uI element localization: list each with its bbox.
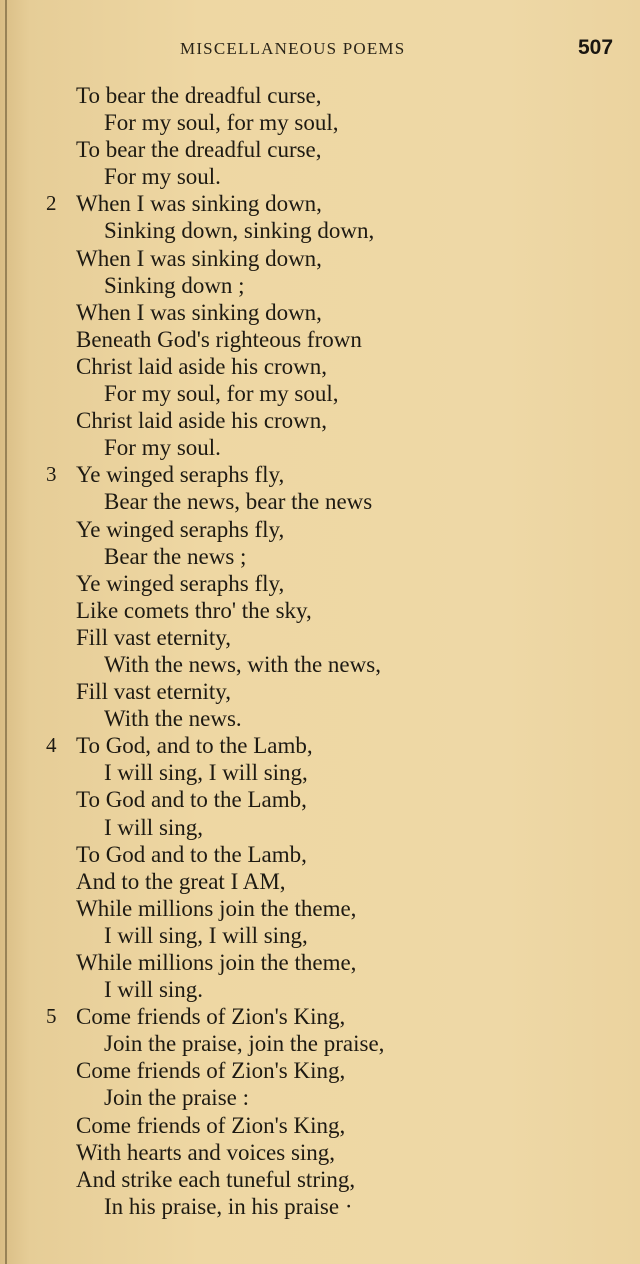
poem-line (0, 353, 640, 380)
stanza-number: 4 (46, 733, 57, 758)
poem-line (0, 624, 640, 651)
poem-line (0, 814, 640, 841)
line-text: To God and to the Lamb, (76, 787, 307, 813)
line-text: Sinking down, sinking down, (104, 218, 375, 244)
poem-line (0, 516, 640, 543)
stanza (0, 732, 640, 1003)
poem-line (0, 1166, 640, 1193)
line-text: Ye winged seraphs fly, (76, 570, 285, 596)
line-text: With hearts and voices sing, (76, 1139, 336, 1165)
line-text: Bear the news ; (104, 543, 247, 569)
line-text: I will sing, I will sing, (104, 760, 308, 786)
line-text: Come friends of Zion's King, (76, 1004, 346, 1030)
stanza-number: 2 (46, 191, 57, 216)
poem-line (0, 597, 640, 624)
poem-body (0, 82, 640, 1220)
poem-line (0, 841, 640, 868)
stanza (0, 1003, 640, 1220)
stanza (0, 190, 640, 461)
poem-line (0, 1003, 640, 1030)
poem-line (0, 190, 640, 217)
poem-line (0, 949, 640, 976)
poem-line (0, 868, 640, 895)
line-text: For my soul. (104, 164, 221, 190)
poem-line (0, 163, 640, 190)
line-text: And to the great I AM, (76, 868, 286, 894)
poem-line (0, 895, 640, 922)
poem-line (0, 705, 640, 732)
line-text: Fill vast eternity, (76, 624, 232, 650)
poem-line (0, 1112, 640, 1139)
stanza-number: 3 (46, 462, 57, 487)
line-text: To bear the dreadful curse, (76, 83, 322, 108)
poem-line (0, 1057, 640, 1084)
poem-line (0, 380, 640, 407)
line-text: I will sing, I will sing, (104, 922, 308, 948)
line-text: Beneath God's righteous frown (76, 326, 362, 352)
line-text: When I was sinking down, (76, 245, 322, 271)
line-text: With the news, with the news, (104, 651, 381, 677)
line-text: Christ laid aside his crown, (76, 353, 328, 379)
poem-line (0, 651, 640, 678)
poem-line (0, 732, 640, 759)
running-title: MISCELLANEOUS POEMS (180, 39, 406, 58)
poem-line (0, 109, 640, 136)
line-text: To God and to the Lamb, (76, 841, 307, 867)
stanza (0, 82, 640, 190)
poem-line (0, 272, 640, 299)
poem-line (0, 1084, 640, 1111)
poem-line (0, 922, 640, 949)
line-text: While millions join the theme, (76, 950, 357, 975)
line-text: While millions join the theme, (76, 895, 357, 921)
page-header (0, 36, 640, 66)
line-text: For my soul. (104, 435, 221, 461)
poem-line (0, 678, 640, 705)
poem-line (0, 543, 640, 570)
line-text: When I was sinking down, (76, 299, 322, 325)
line-text: For my soul, for my soul, (104, 110, 339, 136)
line-text: I will sing. (104, 977, 204, 1003)
poem-line (0, 461, 640, 488)
line-text: For my soul, for my soul, (104, 381, 339, 407)
poem-line (0, 570, 640, 597)
line-text: Come friends of Zion's King, (76, 1112, 346, 1138)
poem-line (0, 786, 640, 813)
line-text: When I was sinking down, (76, 191, 322, 217)
page-number: 507 (578, 36, 614, 59)
poem-line (0, 434, 640, 461)
line-text: Join the praise : (104, 1085, 249, 1111)
poem-line (0, 1030, 640, 1057)
line-text: With the news. (104, 706, 242, 732)
line-text: Like comets thro' the sky, (76, 597, 312, 623)
line-text: To God, and to the Lamb, (76, 733, 313, 759)
poem-line (0, 1139, 640, 1166)
stanza-number: 5 (46, 1004, 57, 1029)
line-text: To bear the dreadful curse, (76, 137, 322, 163)
poem-line (0, 407, 640, 434)
line-text: Bear the news, bear the news (104, 489, 373, 515)
line-text: In his praise, in his praise · (104, 1193, 353, 1219)
line-text: And strike each tuneful string, (76, 1166, 356, 1192)
poem-line (0, 82, 640, 109)
line-text: Fill vast eternity, (76, 679, 232, 705)
poem-line (0, 976, 640, 1003)
line-text: I will sing, (104, 814, 204, 840)
line-text: Join the praise, join the praise, (104, 1031, 385, 1057)
poem-line (0, 759, 640, 786)
poem-line (0, 299, 640, 326)
poem-line (0, 326, 640, 353)
line-text: Ye winged seraphs fly, (76, 516, 285, 542)
poem-line (0, 1193, 640, 1220)
poem-line (0, 488, 640, 515)
line-text: Come friends of Zion's King, (76, 1058, 346, 1084)
poem-line (0, 217, 640, 244)
line-text: Sinking down ; (104, 272, 245, 298)
line-text: Christ laid aside his crown, (76, 408, 328, 434)
stanza (0, 461, 640, 732)
line-text: Ye winged seraphs fly, (76, 462, 285, 488)
poem-line (0, 136, 640, 163)
poem-line (0, 245, 640, 272)
